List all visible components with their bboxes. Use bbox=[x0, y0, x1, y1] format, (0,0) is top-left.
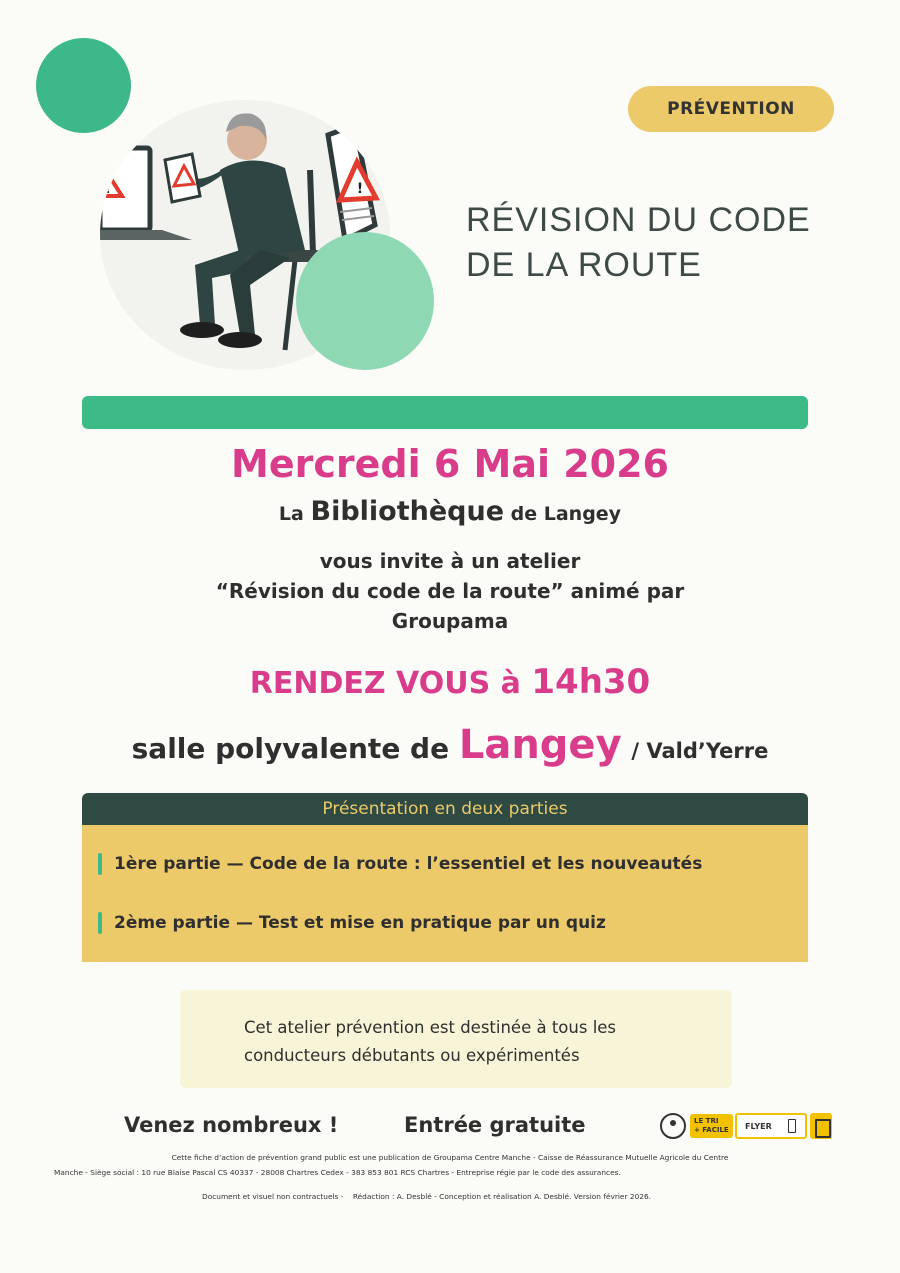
warning-icon bbox=[165, 154, 200, 202]
flyer-icon bbox=[788, 1119, 796, 1133]
venue-line bbox=[0, 722, 900, 768]
cta-free-entry: Entrée gratuite bbox=[404, 1113, 586, 1137]
tri-label-line-2: + FACILE bbox=[694, 1126, 729, 1134]
invite-text bbox=[0, 546, 900, 636]
tri-logo bbox=[660, 1110, 834, 1142]
title-line-2: DE LA ROUTE bbox=[466, 246, 702, 284]
venue-post: / Vald’Yerre bbox=[631, 739, 769, 763]
title-line-1: RÉVISION DU CODE bbox=[466, 201, 811, 239]
part-1-text: 1ère partie — Code de la route : l’essentiel et les nouveautés bbox=[114, 854, 703, 874]
venue-town: Langey bbox=[458, 722, 622, 768]
tri-label bbox=[690, 1114, 733, 1138]
rendezvous-line bbox=[0, 662, 900, 702]
poster-title bbox=[466, 198, 866, 288]
prevention-badge: PRÉVENTION bbox=[628, 86, 834, 132]
library-name: Bibliothèque bbox=[310, 496, 505, 527]
part-item bbox=[98, 912, 606, 934]
bullet-marker bbox=[98, 853, 102, 875]
recycling-person-icon bbox=[660, 1113, 686, 1139]
svg-text:!: ! bbox=[105, 182, 111, 196]
rendezvous-time: 14h30 bbox=[531, 662, 651, 702]
legal-line-1: Cette fiche d’action de prévention grand public est une publication de Groupama Centre Manche - Caisse de Réassurance Mutuelle Agricole du Centre bbox=[171, 1153, 729, 1162]
event-date: Mercredi 6 Mai 2026 bbox=[231, 442, 669, 486]
parts-header: Présentation en deux parties bbox=[82, 793, 808, 825]
library-line bbox=[0, 496, 900, 527]
invite-line-2: “Révision du code de la route” animé par bbox=[215, 579, 685, 603]
decorative-circle-mid bbox=[296, 232, 434, 370]
part-item bbox=[98, 853, 702, 875]
venue-pre: salle polyvalente de bbox=[131, 732, 450, 765]
svg-text:!: ! bbox=[356, 181, 364, 197]
invite-line-3: Groupama bbox=[391, 609, 509, 633]
library-pre: La bbox=[278, 503, 304, 525]
note-line-1: Cet atelier prévention est destinée à tous les bbox=[244, 1018, 617, 1037]
audience-note bbox=[180, 990, 732, 1088]
flyer-box bbox=[735, 1113, 807, 1139]
tri-label-line-1: LE TRI bbox=[694, 1117, 719, 1125]
legal-line-2: Manche - Siège social : 10 rue Blaise Pascal CS 40337 - 28008 Chartres Cedex - 383 853 801 RCS Chartres - Entreprise régie par le code des assurances. bbox=[54, 1168, 621, 1177]
part-2-text: 2ème partie — Test et mise en pratique par un quiz bbox=[114, 913, 606, 933]
cta-come-many: Venez nombreux ! bbox=[124, 1113, 339, 1137]
library-post: de Langey bbox=[510, 503, 622, 525]
flyer-label: FLYER bbox=[745, 1121, 772, 1131]
legal-line-3: Document et visuel non contractuels - Rédaction : A. Desblé - Conception et réalisation A. Desblé. Version février 2026. bbox=[202, 1192, 652, 1201]
invite-line-1: vous invite à un atelier bbox=[319, 549, 581, 573]
decorative-circle-top bbox=[36, 38, 131, 133]
parts-box bbox=[82, 825, 808, 962]
monitor-icon bbox=[328, 125, 376, 240]
man-figure bbox=[177, 113, 305, 348]
green-divider-bar bbox=[82, 396, 808, 429]
rendezvous-label: RENDEZ VOUS à bbox=[249, 666, 521, 701]
bullet-marker bbox=[98, 912, 102, 934]
bin-icon bbox=[810, 1113, 832, 1139]
note-line-2: conducteurs débutants ou expérimentés bbox=[244, 1046, 580, 1065]
